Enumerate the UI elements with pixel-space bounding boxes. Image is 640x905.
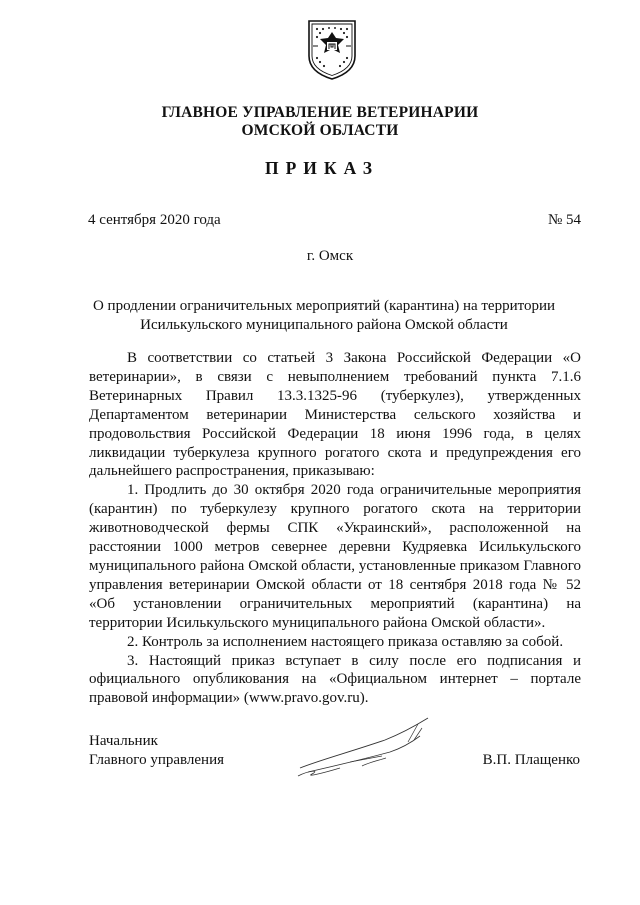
signatory-position-line2: Главного управления (89, 752, 224, 768)
body-paragraph-item-3: 3. Настоящий приказ вступает в силу после его подписания и официального опубликования на «Официальном интернет – портале правовой информации» (www.pravo.gov.ru). (89, 652, 581, 707)
body-paragraph-item-2: 2. Контроль за исполнением настоящего приказа оставляю за собой. (127, 633, 564, 650)
signatory-name: В.П. Плащенко (482, 752, 580, 768)
coat-of-arms-emblem (305, 18, 359, 82)
signatory-position-line1: Начальник (89, 733, 158, 749)
organization-name-line2: ОМСКОЙ ОБЛАСТИ (241, 122, 399, 139)
document-date: 4 сентября 2020 года (88, 212, 221, 228)
document-body (89, 349, 581, 708)
body-paragraph-preamble: В соответствии со статьей 3 Закона Российской Федерации «О ветеринарии», в связи с невыполнением требований пункта 7.1.6 Ветеринарных Правил 13.3.1325-96 (туберкулез), утвержденных Департаментом ветеринарии Министерства сельского хозяйства и продовольствия Российской Федерации 18 июня 1996 года, в целях ликвидации туберкулеза крупного рогатого скота и предупреждения его дальнейшего распространения, приказываю: (89, 350, 581, 480)
organization-name-line1: ГЛАВНОЕ УПРАВЛЕНИЕ ВЕТЕРИНАРИИ (161, 104, 479, 121)
document-type-title: ПРИКАЗ (264, 158, 380, 178)
document-city: г. Омск (306, 248, 354, 264)
body-paragraph-item-1: 1. Продлить до 30 октября 2020 года ограничительные мероприятия (карантин) по туберкулезу крупного рогатого скота на территории животноводческой фермы СПК «Украинский», расположенной на расстоянии 1000 метров севернее деревни Кудряевка Исилькульского муниципального района Омской области, установленные приказом Главного управления ветеринарии Омской области от 18 сентября 2018 года № 52 «Об установлении ограничительных мероприятий (карантина) на территории Исилькульского муниципального района Омской области». (89, 482, 581, 631)
document-number: № 54 (547, 212, 581, 228)
document-subject-line2: Исилькульского муниципального района Омской области (140, 317, 508, 333)
handwritten-signature (290, 712, 440, 784)
document-subject-line1: О продлении ограничительных мероприятий (карантина) на территории (92, 298, 556, 314)
